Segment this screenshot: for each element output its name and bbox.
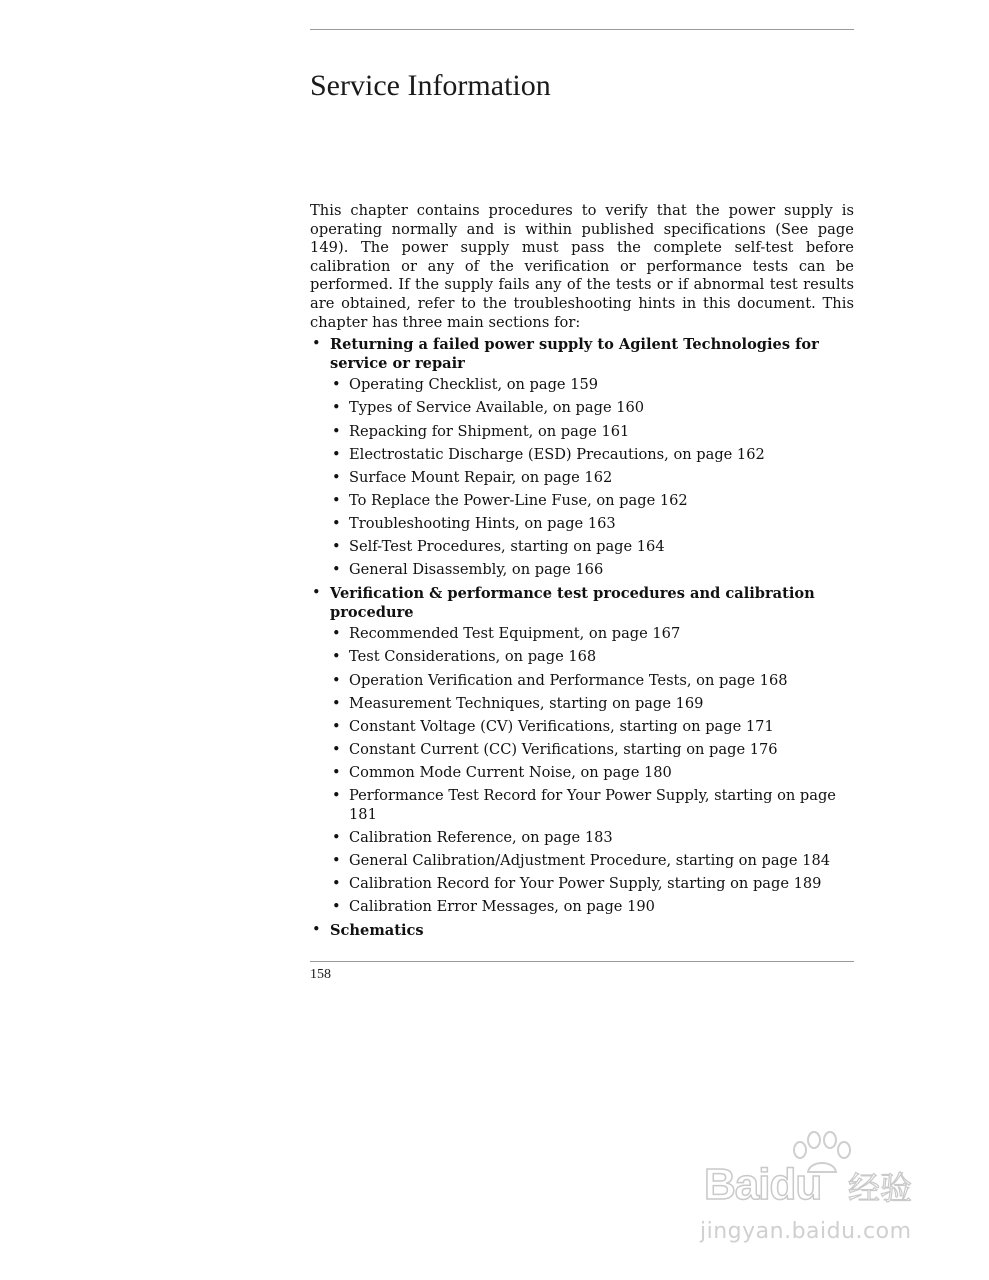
bullet-icon: • xyxy=(332,874,341,892)
list-item xyxy=(330,423,854,442)
bullet-icon: • xyxy=(332,561,341,579)
bullet-icon: • xyxy=(332,897,341,915)
section-item xyxy=(310,584,854,916)
subsection-list xyxy=(330,376,854,579)
list-item xyxy=(330,446,854,465)
list-item-text: Calibration Error Messages, on page 190 xyxy=(349,897,655,915)
bullet-icon: • xyxy=(332,763,341,781)
list-item xyxy=(330,829,854,848)
intro-paragraph: This chapter contains procedures to verify that the power supply is operating normally and is within published specifications (See page 149). The power supply must pass the complete self-test before calibration or any of the verification or performance tests can be performed. If the supply fails any of the tests or if abnormal test results are obtained, refer to the troubleshooting hints in this document. This chapter has three main sections for: xyxy=(310,202,854,331)
bullet-icon: • xyxy=(312,921,321,938)
list-item xyxy=(330,898,854,917)
list-item xyxy=(330,764,854,783)
bullet-icon: • xyxy=(332,828,341,846)
page-content xyxy=(310,202,854,944)
bullet-icon: • xyxy=(332,851,341,869)
subsection-list xyxy=(330,625,854,916)
bullet-icon: • xyxy=(332,538,341,555)
list-item-text: General Calibration/Adjustment Procedure, starting on page 184 xyxy=(349,851,831,869)
section-list xyxy=(310,335,854,943)
bullet-icon: • xyxy=(332,376,341,394)
bullet-icon: • xyxy=(312,584,321,602)
list-item xyxy=(330,561,854,580)
list-item xyxy=(330,376,854,395)
list-item-text: Types of Service Available, on page 160 xyxy=(349,399,645,417)
section-title: Returning a failed power supply to Agilent Technologies for service or repair xyxy=(330,336,819,372)
list-item-text: Calibration Record for Your Power Supply, starting on page 189 xyxy=(349,874,822,892)
baidu-watermark xyxy=(700,1130,940,1270)
watermark-logo-text: Baidu xyxy=(704,1160,822,1209)
list-item-text: To Replace the Power-Line Fuse, on page 162 xyxy=(349,491,688,509)
list-item-text: Operation Verification and Performance Tests, on page 168 xyxy=(349,671,788,689)
section-item xyxy=(310,921,854,944)
list-item xyxy=(330,672,854,691)
watermark-url: jingyan.baidu.com xyxy=(700,1219,912,1244)
list-item-text: Calibration Reference, on page 183 xyxy=(349,828,613,846)
list-item xyxy=(330,492,854,511)
list-item xyxy=(330,538,854,557)
list-item xyxy=(330,515,854,534)
section-item xyxy=(310,335,854,579)
bullet-icon: • xyxy=(332,422,341,440)
list-item xyxy=(330,875,854,894)
header-rule xyxy=(310,29,854,30)
list-item-text: Surface Mount Repair, on page 162 xyxy=(349,468,613,486)
bullet-icon: • xyxy=(332,694,341,712)
list-item xyxy=(330,625,854,644)
list-item xyxy=(330,718,854,737)
list-item-text: Measurement Techniques, starting on page 169 xyxy=(349,694,704,712)
bullet-icon: • xyxy=(332,625,341,643)
list-item xyxy=(330,399,854,418)
list-item xyxy=(330,469,854,488)
list-item xyxy=(330,695,854,714)
bullet-icon: • xyxy=(332,717,341,735)
bullet-icon: • xyxy=(332,445,341,463)
bullet-icon: • xyxy=(332,740,341,758)
section-title: Verification & performance test procedures and calibration procedure xyxy=(330,585,815,621)
list-item-text: Repacking for Shipment, on page 161 xyxy=(349,422,630,440)
list-item xyxy=(330,741,854,760)
bullet-icon: • xyxy=(332,514,341,532)
page-title: Service Information xyxy=(310,69,551,102)
list-item xyxy=(330,648,854,667)
page-number: 158 xyxy=(310,967,331,982)
bullet-icon: • xyxy=(332,648,341,666)
list-item-text: Electrostatic Discharge (ESD) Precautions, on page 162 xyxy=(349,445,765,463)
bullet-icon: • xyxy=(332,491,341,509)
footer-rule xyxy=(310,961,854,962)
list-item-text: Troubleshooting Hints, on page 163 xyxy=(349,514,616,532)
list-item-text: General Disassembly, on page 166 xyxy=(349,561,604,579)
bullet-icon: • xyxy=(332,468,341,486)
list-item xyxy=(330,787,854,824)
section-title: Schematics xyxy=(330,922,424,939)
list-item-text: Constant Current (CC) Verifications, starting on page 176 xyxy=(349,740,778,758)
list-item-text: Recommended Test Equipment, on page 167 xyxy=(349,625,681,643)
list-item-text: Performance Test Record for Your Power Supply, starting on page 181 xyxy=(349,787,836,823)
list-item-text: Self-Test Procedures, starting on page 164 xyxy=(349,538,665,555)
list-item-text: Constant Voltage (CV) Verifications, starting on page 171 xyxy=(349,717,774,735)
bullet-icon: • xyxy=(332,671,341,689)
bullet-icon: • xyxy=(332,787,341,805)
watermark-logo-cn: 经验 xyxy=(848,1169,913,1207)
list-item-text: Operating Checklist, on page 159 xyxy=(349,376,599,394)
bullet-icon: • xyxy=(332,399,341,417)
list-item-text: Common Mode Current Noise, on page 180 xyxy=(349,763,672,781)
bullet-icon: • xyxy=(312,335,321,353)
list-item-text: Test Considerations, on page 168 xyxy=(349,648,597,666)
list-item xyxy=(330,852,854,871)
